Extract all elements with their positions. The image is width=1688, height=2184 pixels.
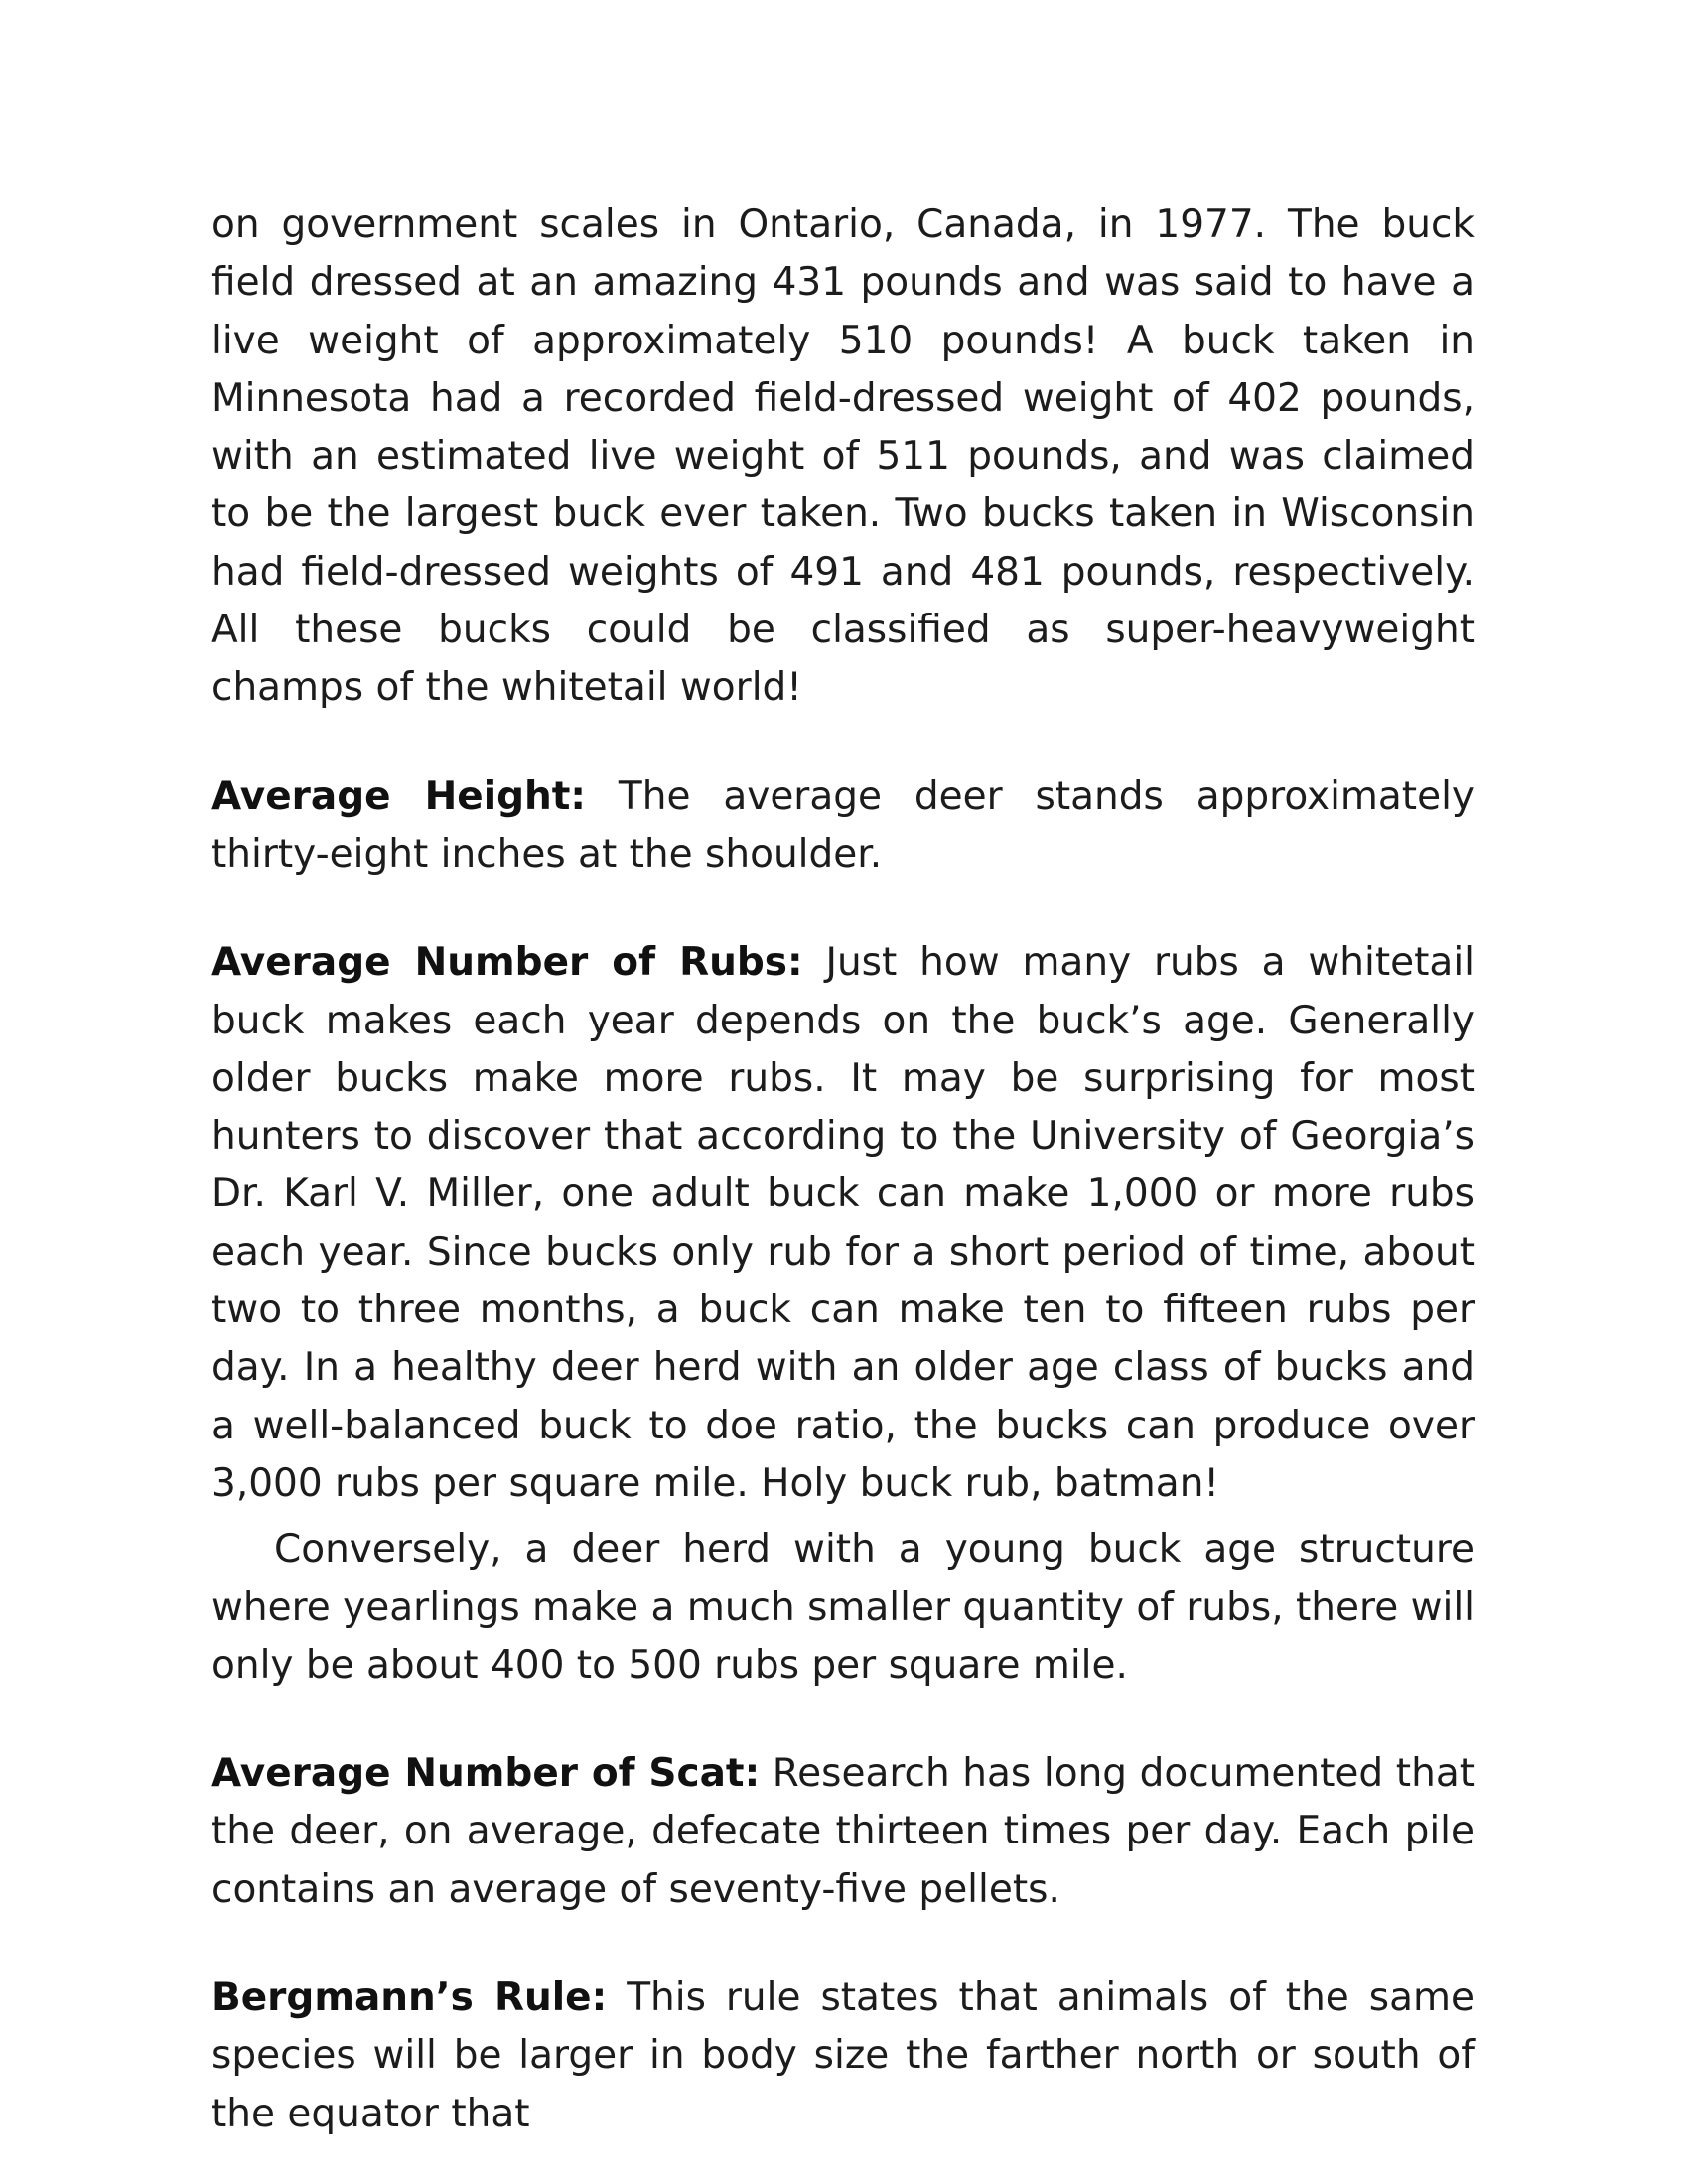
entry-text: Research has long documented that the deer, on average, defecate thirteen times per day. Each pile contains an average of seventy-five pellets. [211, 1751, 1476, 1912]
entry-term: Average Height: [211, 773, 587, 819]
entry-term: Bergmann’s Rule: [211, 1976, 608, 2021]
paragraph-conversely [211, 1521, 1475, 1695]
entry-term: Average Number of Scat: [211, 1751, 761, 1797]
entry-text: This rule states that animals of the same species will be larger in body size the farther north or south of the equator that [211, 1976, 1475, 2136]
entry-text: Just how many rubs a whitetail buck makes each year depends on the buck’s age. Generally older bucks make more rubs. It may be surprising for most hunters to discover that according to the University of Georgia’s Dr. Karl V. Miller, one adult buck can make 1,000 or more rubs each year. Since bucks only rub for a short period of time, about two to three months, a buck can make ten to fifteen rubs per day. In a healthy deer herd with an older age class of bucks and a well-balanced buck to doe ratio, the bucks can produce over 3,000 rubs per square mile. Holy buck rub, batman! [211, 940, 1475, 1506]
page-body [211, 197, 1475, 2143]
paragraph-record-weights [211, 197, 1475, 718]
paragraph-text: on government scales in Ontario, Canada, in 1977. The buck field dressed at an amazing 431 pounds and was said to have a live weight of approximately 510 pounds! A buck taken in Minnesota had a recorded field-dressed weight of 402 pounds, with an estimated live weight of 511 pounds, and was claimed to be the largest buck ever taken. Two bucks taken in Wisconsin had field-dressed weights of 491 and 481 pounds, respectively. All these bucks could be classified as super-heavyweight champs of the whitetail world! [211, 203, 1475, 711]
entry-average-height [211, 768, 1475, 885]
entry-text: The average deer stands approximately thirty-eight inches at the shoulder. [211, 773, 1475, 877]
entry-bergmanns-rule [211, 1970, 1475, 2143]
entry-term: Average Number of Rubs: [211, 940, 803, 986]
entry-average-number-of-scat [211, 1745, 1475, 1919]
entry-average-number-of-rubs [211, 934, 1475, 1513]
paragraph-text: Conversely, a deer herd with a young buck age structure where yearlings make a much smaller quantity of rubs, there will only be about 400 to 500 rubs per square mile. [211, 1527, 1475, 1688]
